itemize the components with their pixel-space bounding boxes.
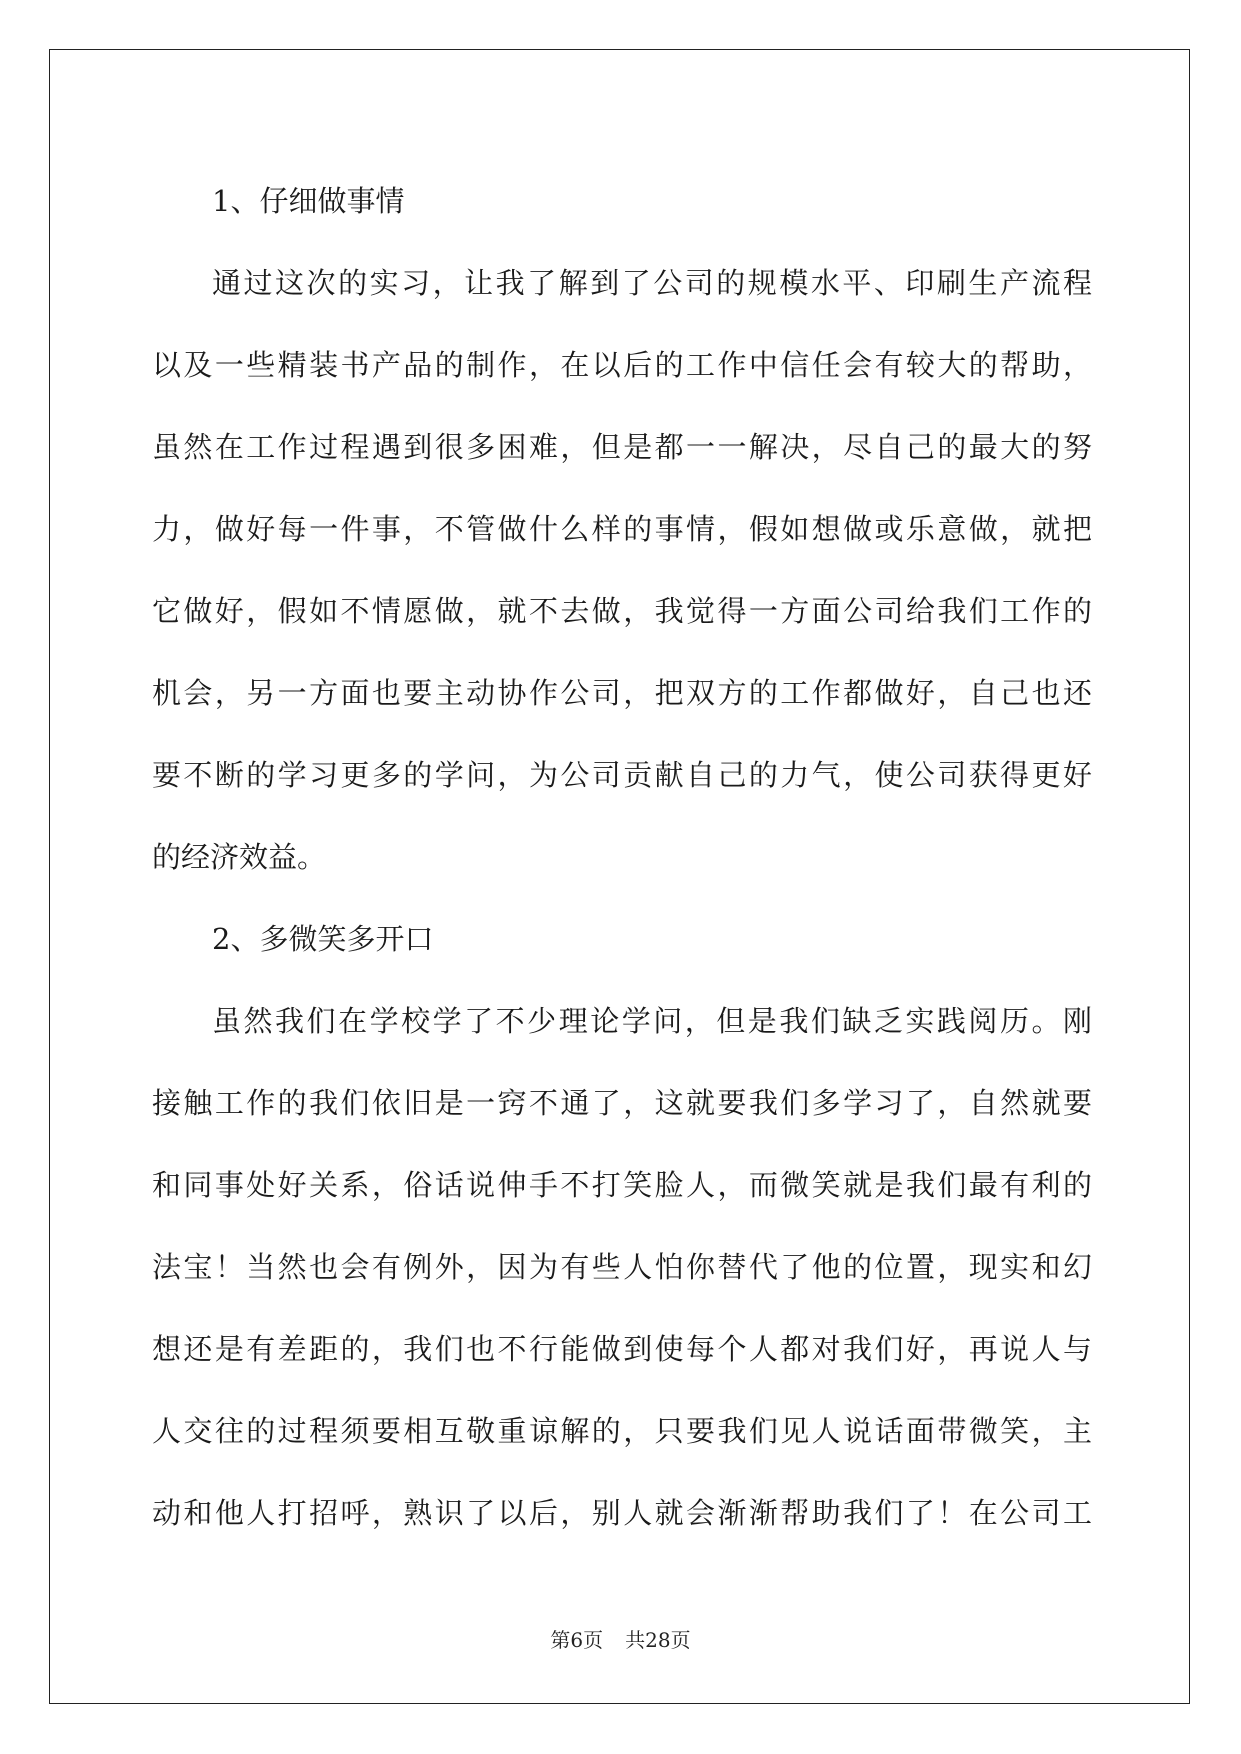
page-footer — [0, 1624, 1241, 1653]
section-heading: 1、仔细做事情 — [212, 184, 405, 218]
paragraph-line: 人交往的过程须要相互敬重谅解的，只要我们见人说话面带微笑，主 — [152, 1414, 1092, 1448]
paragraph-line: 通过这次的实习，让我了解到了公司的规模水平、印刷生产流程 — [212, 266, 1092, 300]
paragraph-line: 接触工作的我们依旧是一窍不通了，这就要我们多学习了，自然就要 — [152, 1086, 1092, 1120]
paragraph-line: 要不断的学习更多的学问，为公司贡献自己的力气，使公司获得更好 — [152, 758, 1092, 792]
paragraph-line: 机会，另一方面也要主动协作公司，把双方的工作都做好，自己也还 — [152, 676, 1092, 710]
paragraph-line: 的经济效益。 — [152, 840, 327, 874]
document-body — [152, 160, 1092, 1554]
paragraph-line: 虽然我们在学校学了不少理论学问，但是我们缺乏实践阅历。刚 — [212, 1004, 1092, 1038]
paragraph-line: 虽然在工作过程遇到很多困难，但是都一一解决，尽自己的最大的努 — [152, 430, 1092, 464]
paragraph-line: 想还是有差距的，我们也不行能做到使每个人都对我们好，再说人与 — [152, 1332, 1092, 1366]
page-number: 第6页 — [550, 1628, 604, 1652]
paragraph-line: 动和他人打招呼，熟识了以后，别人就会渐渐帮助我们了！在公司工 — [152, 1496, 1092, 1530]
section-heading: 2、多微笑多开口 — [212, 922, 434, 956]
page-total: 共28页 — [625, 1628, 691, 1652]
paragraph-line: 以及一些精装书产品的制作，在以后的工作中信任会有较大的帮助， — [152, 348, 1092, 382]
paragraph-line: 力，做好每一件事，不管做什么样的事情，假如想做或乐意做，就把 — [152, 512, 1092, 546]
paragraph-line: 和同事处好关系，俗话说伸手不打笑脸人，而微笑就是我们最有利的 — [152, 1168, 1092, 1202]
paragraph-line: 法宝！当然也会有例外，因为有些人怕你替代了他的位置，现实和幻 — [152, 1250, 1092, 1284]
paragraph-line: 它做好，假如不情愿做，就不去做，我觉得一方面公司给我们工作的 — [152, 594, 1092, 628]
